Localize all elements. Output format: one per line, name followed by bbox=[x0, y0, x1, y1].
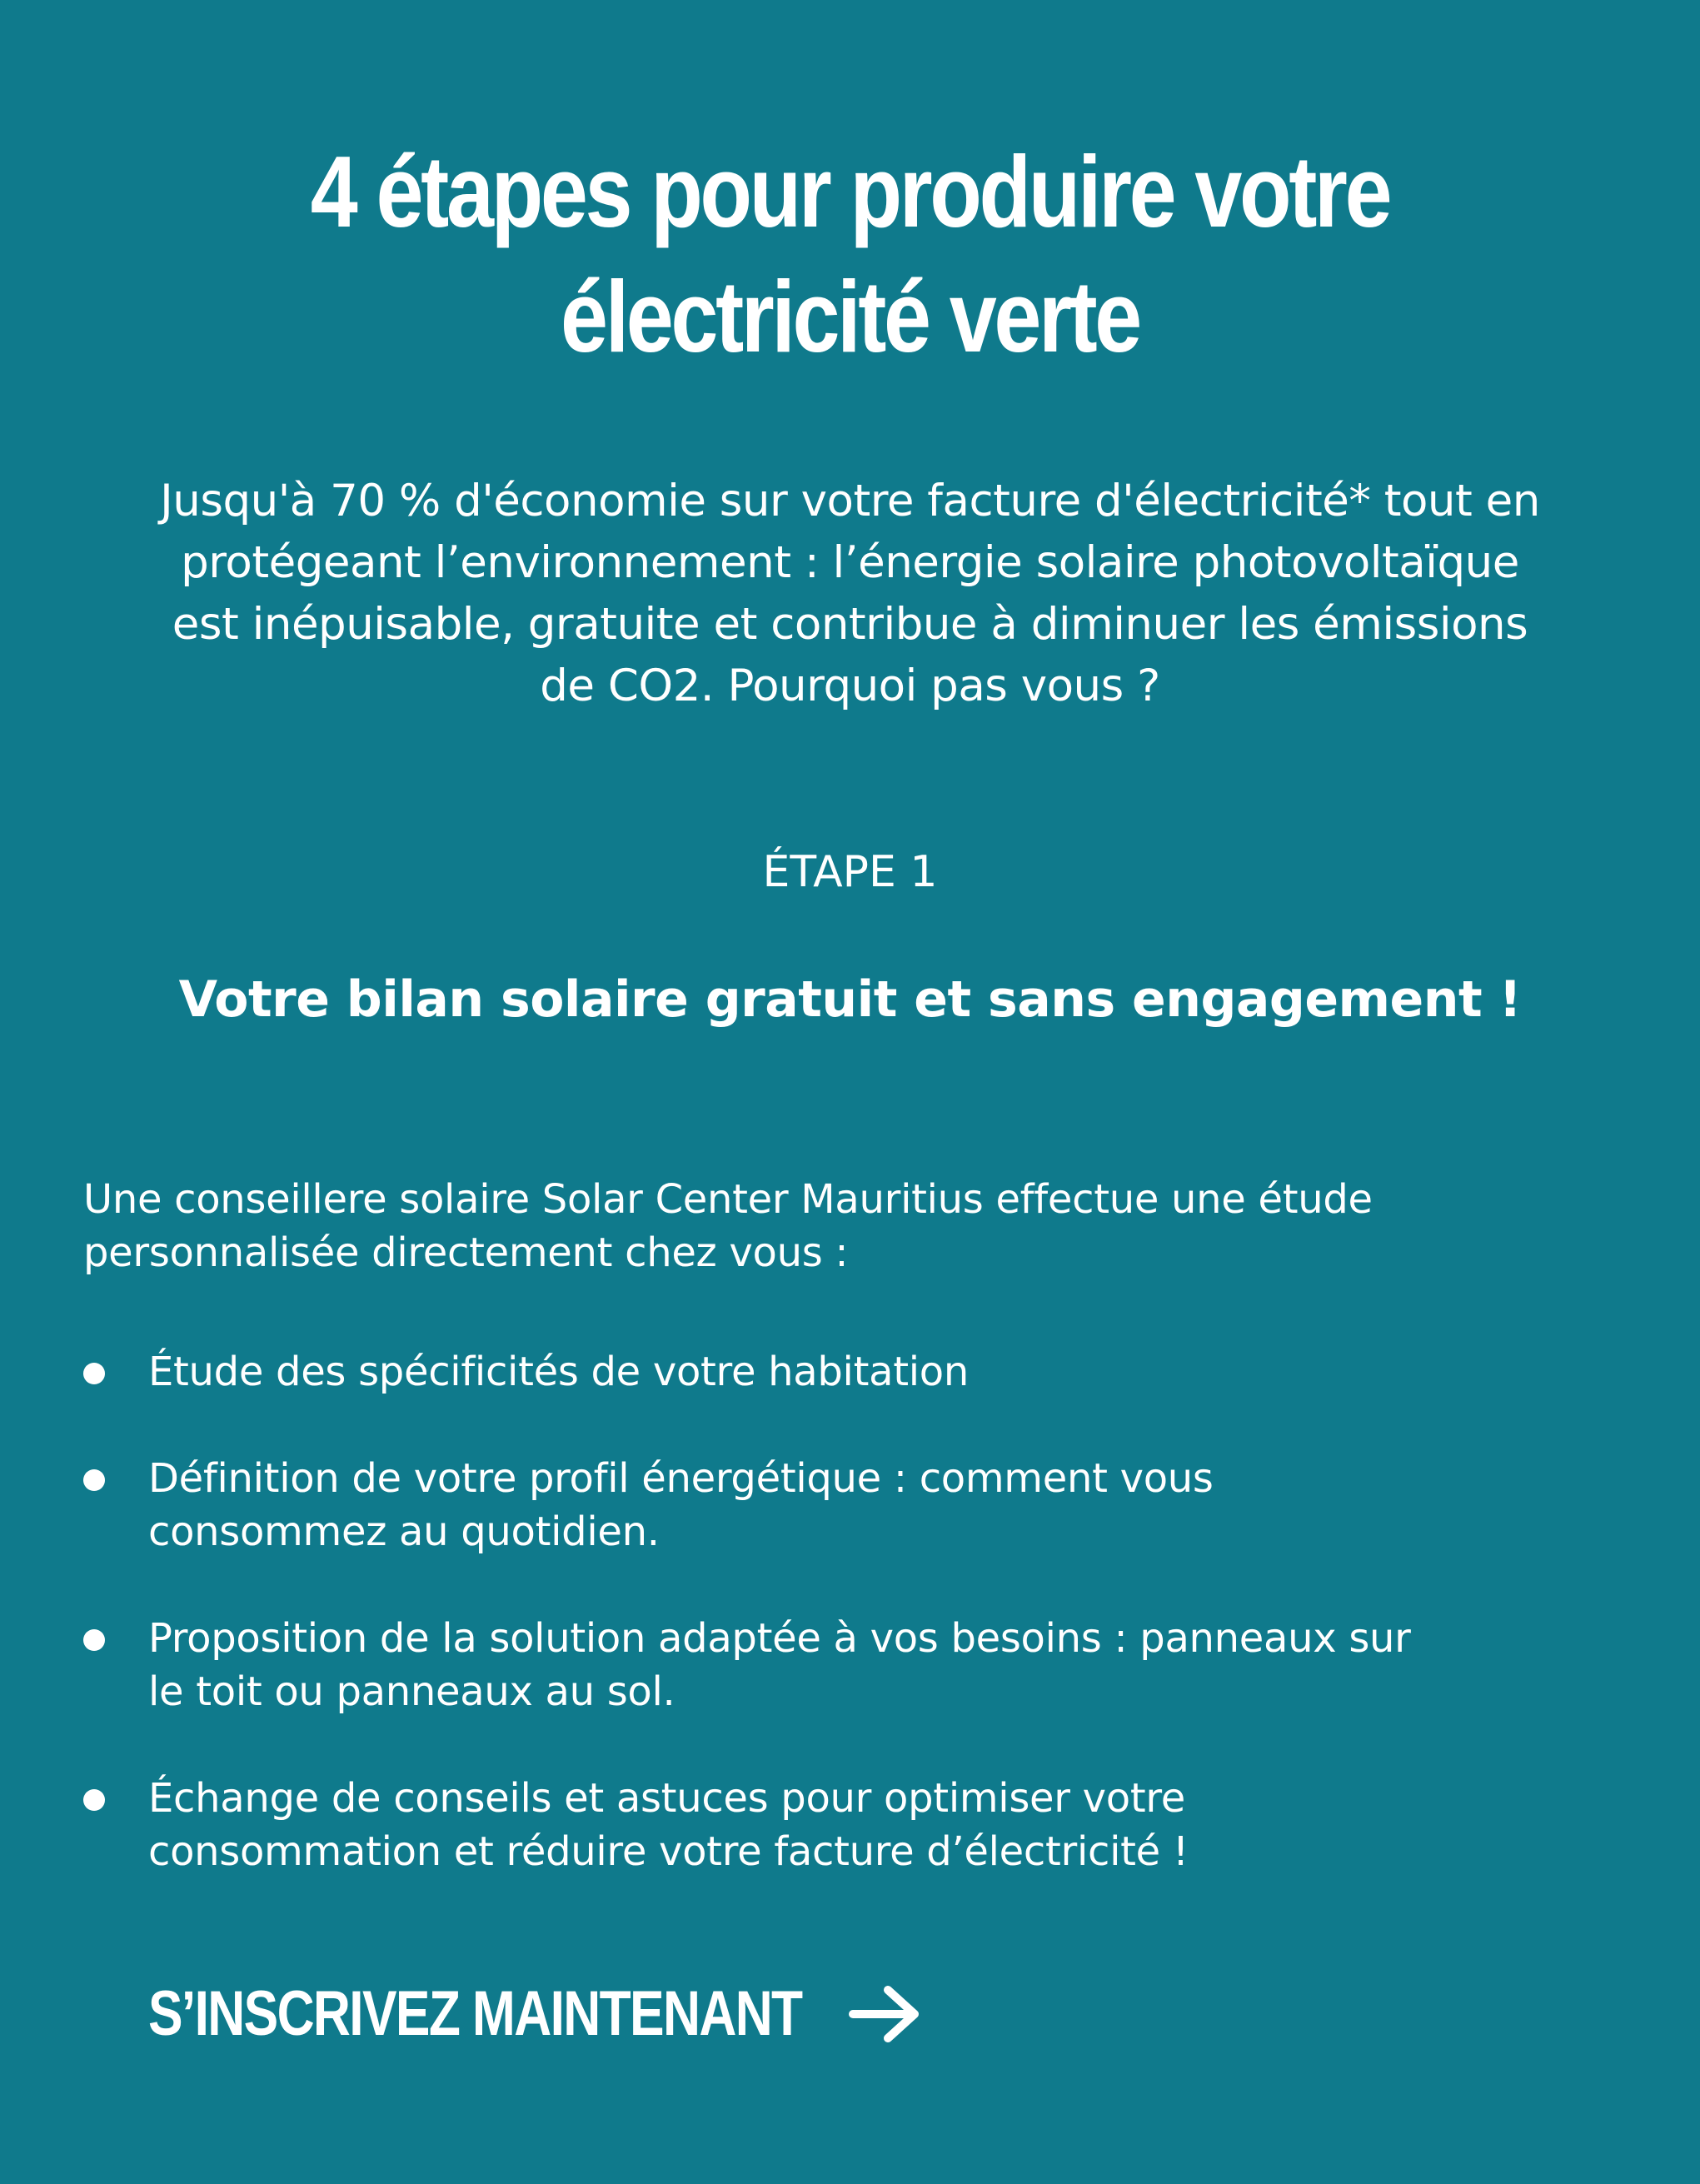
list-item-line: consommez au quotidien. bbox=[148, 1508, 660, 1555]
list-item-line: Échange de conseils et astuces pour optimiser votre bbox=[148, 1775, 1185, 1822]
intro-line: protégeant l’environnement : l’énergie solaire photovoltaïque bbox=[181, 537, 1519, 588]
step-label: ÉTAPE 1 bbox=[762, 847, 938, 897]
step-description-line: Une conseillere solaire Solar Center Mauritius effectue une étude bbox=[83, 1176, 1373, 1223]
list-item bbox=[83, 1612, 1624, 1718]
list-item bbox=[83, 1345, 1624, 1399]
page-title bbox=[206, 0, 1493, 379]
page-title-line: 4 étapes pour produire votre bbox=[310, 135, 1390, 248]
list-item-line: Définition de votre profil énergétique : comment vous bbox=[148, 1455, 1214, 1502]
step-description bbox=[83, 1173, 1583, 1279]
signup-now-label: S’INSCRIVEZ MAINTENANT bbox=[148, 1978, 802, 2049]
page-title-line: électricité verte bbox=[561, 260, 1139, 373]
list-item-line: consommation et réduire votre facture d’électricité ! bbox=[148, 1828, 1189, 1875]
step-bullet-list bbox=[83, 1345, 1624, 1932]
list-item-line: Proposition de la solution adaptée à vos besoins : panneaux sur bbox=[148, 1615, 1411, 1662]
signup-now-link[interactable] bbox=[148, 1979, 923, 2049]
arrow-right-icon bbox=[848, 1983, 923, 2045]
list-item-line: Étude des spécificités de votre habitation bbox=[148, 1349, 969, 1395]
step-description-line: personnalisée directement chez vous : bbox=[83, 1229, 849, 1276]
intro-line: Jusqu'à 70 % d'économie sur votre facture d'électricité* tout en bbox=[160, 476, 1540, 526]
intro-line: de CO2. Pourquoi pas vous ? bbox=[540, 661, 1160, 711]
list-item-line: le toit ou panneaux au sol. bbox=[148, 1668, 676, 1715]
list-item bbox=[83, 1452, 1624, 1558]
intro-text bbox=[71, 471, 1629, 717]
step-heading: Votre bilan solaire gratuit et sans engagement ! bbox=[178, 970, 1522, 1029]
intro-line: est inépuisable, gratuite et contribue à diminuer les émissions bbox=[172, 599, 1528, 650]
list-item bbox=[83, 1772, 1624, 1878]
